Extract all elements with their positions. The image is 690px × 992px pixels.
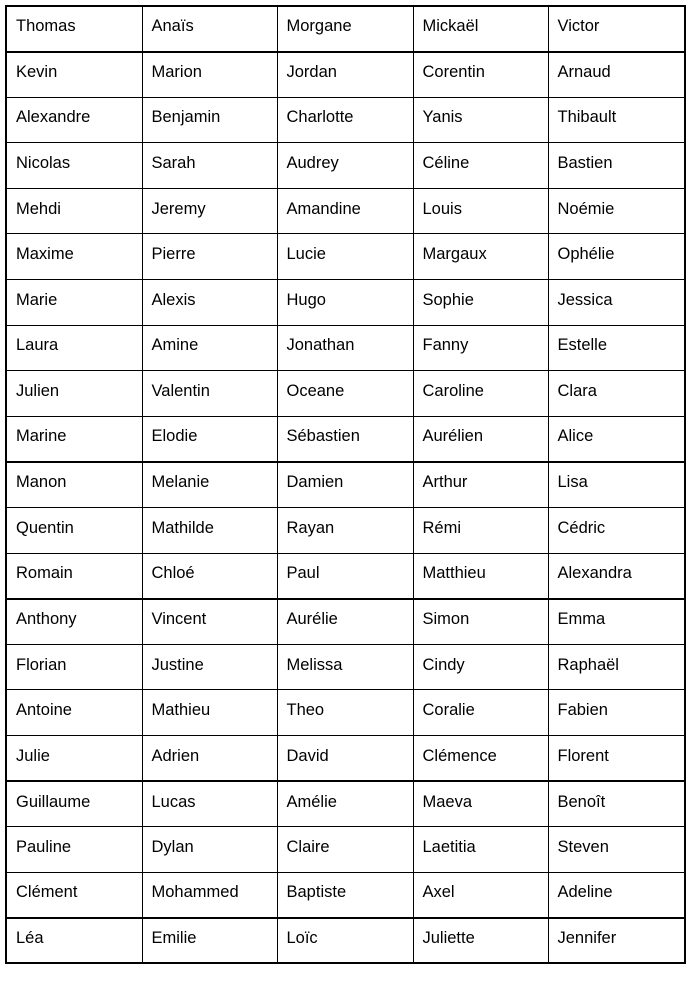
table-cell: Sébastien [277, 416, 413, 462]
table-cell: Nicolas [6, 143, 142, 189]
table-cell: Mathieu [142, 690, 277, 736]
table-cell: Pauline [6, 827, 142, 873]
table-cell: Baptiste [277, 872, 413, 918]
table-cell: Mathilde [142, 508, 277, 554]
table-row [6, 462, 685, 508]
table-cell: Elodie [142, 416, 277, 462]
table-cell: Céline [413, 143, 548, 189]
table-cell: David [277, 736, 413, 782]
table-cell: Léa [6, 918, 142, 964]
table-cell: Ophélie [548, 234, 685, 280]
table-cell: Manon [6, 462, 142, 508]
table-cell: Raphaël [548, 644, 685, 690]
table-row [6, 599, 685, 645]
table-cell: Morgane [277, 6, 413, 52]
table-cell: Simon [413, 599, 548, 645]
table-cell: Maeva [413, 781, 548, 827]
table-cell: Aurélien [413, 416, 548, 462]
table-cell: Melissa [277, 644, 413, 690]
table-cell: Fabien [548, 690, 685, 736]
table-cell: Bastien [548, 143, 685, 189]
table-row [6, 188, 685, 234]
table-cell: Justine [142, 644, 277, 690]
table-cell: Oceane [277, 371, 413, 417]
table-row [6, 827, 685, 873]
table-cell: Emma [548, 599, 685, 645]
table-cell: Hugo [277, 280, 413, 326]
table-row [6, 690, 685, 736]
table-cell: Sarah [142, 143, 277, 189]
table-row [6, 781, 685, 827]
table-cell: Clément [6, 872, 142, 918]
table-cell: Lisa [548, 462, 685, 508]
table-cell: Marine [6, 416, 142, 462]
table-cell: Florian [6, 644, 142, 690]
table-cell: Benjamin [142, 97, 277, 143]
table-cell: Clara [548, 371, 685, 417]
table-cell: Florent [548, 736, 685, 782]
table-cell: Noémie [548, 188, 685, 234]
table-cell: Clémence [413, 736, 548, 782]
table-cell: Cédric [548, 508, 685, 554]
table-row [6, 52, 685, 98]
table-cell: Lucie [277, 234, 413, 280]
table-cell: Maxime [6, 234, 142, 280]
table-row [6, 918, 685, 964]
table-cell: Mohammed [142, 872, 277, 918]
table-cell: Thibault [548, 97, 685, 143]
table-cell: Amine [142, 325, 277, 371]
table-row [6, 416, 685, 462]
table-cell: Guillaume [6, 781, 142, 827]
table-cell: Caroline [413, 371, 548, 417]
table-cell: Alexis [142, 280, 277, 326]
table-cell: Benoît [548, 781, 685, 827]
table-cell: Alexandra [548, 553, 685, 599]
table-cell: Corentin [413, 52, 548, 98]
table-row [6, 325, 685, 371]
table-cell: Adeline [548, 872, 685, 918]
table-cell: Juliette [413, 918, 548, 964]
table-cell: Julie [6, 736, 142, 782]
table-row [6, 280, 685, 326]
table-cell: Julien [6, 371, 142, 417]
table-cell: Laura [6, 325, 142, 371]
table-cell: Jonathan [277, 325, 413, 371]
table-cell: Marie [6, 280, 142, 326]
table-cell: Dylan [142, 827, 277, 873]
table-cell: Mehdi [6, 188, 142, 234]
table-cell: Yanis [413, 97, 548, 143]
table-cell: Pierre [142, 234, 277, 280]
table-cell: Jennifer [548, 918, 685, 964]
table-cell: Alexandre [6, 97, 142, 143]
table-cell: Vincent [142, 599, 277, 645]
table-cell: Thomas [6, 6, 142, 52]
table-cell: Louis [413, 188, 548, 234]
table-cell: Matthieu [413, 553, 548, 599]
table-cell: Alice [548, 416, 685, 462]
table-cell: Margaux [413, 234, 548, 280]
table-cell: Amélie [277, 781, 413, 827]
table-cell: Melanie [142, 462, 277, 508]
table-cell: Sophie [413, 280, 548, 326]
table-cell: Cindy [413, 644, 548, 690]
table-cell: Arthur [413, 462, 548, 508]
table-row [6, 371, 685, 417]
table-cell: Steven [548, 827, 685, 873]
table-row [6, 234, 685, 280]
table-cell: Antoine [6, 690, 142, 736]
table-cell: Amandine [277, 188, 413, 234]
names-table [5, 5, 686, 964]
table-cell: Valentin [142, 371, 277, 417]
table-row [6, 644, 685, 690]
table-cell: Lucas [142, 781, 277, 827]
table-cell: Marion [142, 52, 277, 98]
table-row [6, 872, 685, 918]
table-cell: Anthony [6, 599, 142, 645]
table-cell: Victor [548, 6, 685, 52]
table-cell: Rémi [413, 508, 548, 554]
table-cell: Anaïs [142, 6, 277, 52]
table-row [6, 508, 685, 554]
table-cell: Coralie [413, 690, 548, 736]
table-cell: Claire [277, 827, 413, 873]
table-cell: Mickaël [413, 6, 548, 52]
table-cell: Romain [6, 553, 142, 599]
table-cell: Chloé [142, 553, 277, 599]
table-cell: Laetitia [413, 827, 548, 873]
table-cell: Estelle [548, 325, 685, 371]
table-cell: Axel [413, 872, 548, 918]
table-cell: Paul [277, 553, 413, 599]
table-cell: Jordan [277, 52, 413, 98]
table-cell: Emilie [142, 918, 277, 964]
table-row [6, 97, 685, 143]
table-row [6, 143, 685, 189]
table-row [6, 553, 685, 599]
table-cell: Jessica [548, 280, 685, 326]
table-cell: Adrien [142, 736, 277, 782]
table-cell: Fanny [413, 325, 548, 371]
table-cell: Charlotte [277, 97, 413, 143]
table-cell: Quentin [6, 508, 142, 554]
table-cell: Aurélie [277, 599, 413, 645]
table-cell: Arnaud [548, 52, 685, 98]
names-table-body [6, 6, 685, 963]
table-cell: Loïc [277, 918, 413, 964]
table-cell: Kevin [6, 52, 142, 98]
table-cell: Audrey [277, 143, 413, 189]
table-cell: Jeremy [142, 188, 277, 234]
table-cell: Rayan [277, 508, 413, 554]
table-cell: Theo [277, 690, 413, 736]
table-row [6, 736, 685, 782]
table-cell: Damien [277, 462, 413, 508]
table-row [6, 6, 685, 52]
